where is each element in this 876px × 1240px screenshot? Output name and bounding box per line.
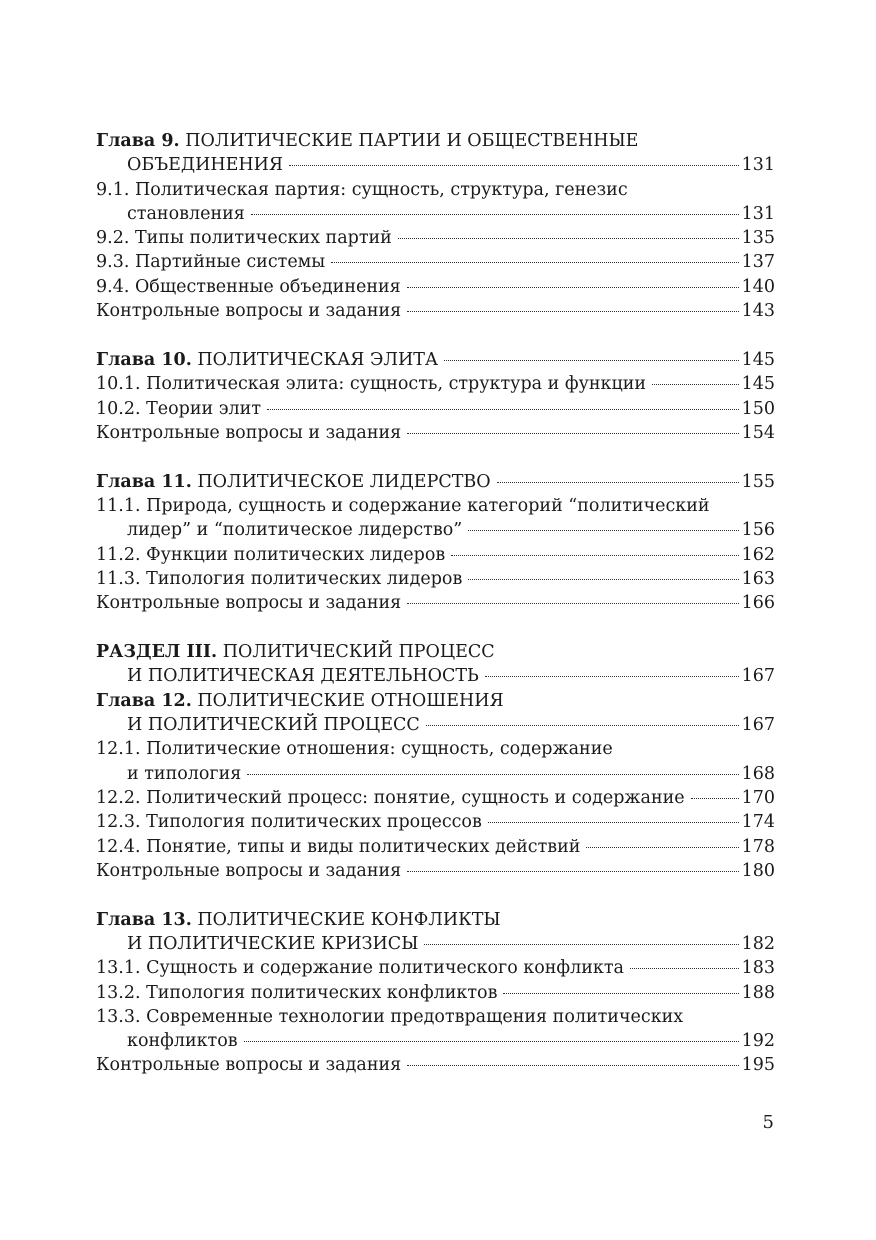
spacer: [96, 616, 775, 641]
entry-title: 10.2. Теории элит: [96, 398, 262, 419]
toc-entry: [96, 591, 775, 615]
entry-title: 9.1. Политическая партия: сущность, структура, генезис: [96, 179, 628, 200]
toc-entry: [96, 372, 775, 396]
dot-leader: [247, 774, 738, 775]
toc-entry: [96, 518, 775, 542]
dot-leader: [586, 847, 738, 848]
entry-title: 13.1. Сущность и содержание политического конфликта: [96, 958, 624, 979]
toc-entry: [96, 494, 775, 518]
toc-entry: [96, 786, 775, 810]
dot-leader: [630, 968, 739, 969]
section-3-heading: [96, 640, 775, 664]
chapter-title: ПОЛИТИЧЕСКАЯ ЭЛИТА: [191, 349, 439, 370]
entry-title-continued: конфликтов: [127, 1031, 238, 1052]
toc-entry: [96, 859, 775, 883]
section-title-continued: И ПОЛИТИЧЕСКАЯ ДЕЯТЕЛЬНОСТЬ: [127, 666, 479, 687]
toc-entry: [96, 178, 775, 202]
page-ref: 170: [741, 787, 775, 808]
dot-leader: [331, 262, 738, 263]
toc-entry: [96, 1029, 775, 1053]
toc-entry: [96, 835, 775, 859]
dot-leader: [407, 871, 738, 872]
toc-entry: [96, 202, 775, 226]
toc-entry: [96, 299, 775, 323]
dot-leader: [267, 409, 739, 410]
section-label: РАЗДЕЛ III.: [96, 642, 218, 663]
page-ref: 137: [741, 252, 775, 273]
page-ref: 131: [741, 155, 775, 176]
page-ref: 140: [741, 276, 775, 297]
toc-entry: [96, 956, 775, 980]
entry-title: 9.3. Партийные системы: [96, 252, 326, 273]
entry-title: 12.1. Политические отношения: сущность, содержание: [96, 739, 613, 760]
toc-entry: [96, 664, 775, 688]
chapter-title-continued: И ПОЛИТИЧЕСКИЕ КРИЗИСЫ: [127, 933, 419, 954]
toc-entry: [96, 762, 775, 786]
page-ref: 143: [741, 301, 775, 322]
page-ref: 192: [741, 1031, 775, 1052]
entry-title: 12.2. Политический процесс: понятие, сущность и содержание: [96, 787, 685, 808]
page-ref: 166: [741, 593, 775, 614]
entry-title-continued: и типология: [127, 763, 242, 784]
page-ref: 167: [741, 715, 775, 736]
page-ref: 150: [741, 398, 775, 419]
dot-leader: [244, 1041, 739, 1042]
entry-title: Контрольные вопросы и задания: [96, 860, 402, 881]
entry-title-continued: становления: [127, 203, 245, 224]
section-title: ПОЛИТИЧЕСКИЙ ПРОЦЕСС: [217, 642, 495, 663]
chapter-12-heading: [96, 689, 775, 713]
dot-leader: [485, 676, 739, 677]
chapter-label: Глава 12.: [96, 690, 192, 711]
spacer: [96, 445, 775, 470]
toc-entry: [96, 226, 775, 250]
page-ref: 131: [741, 203, 775, 224]
page-ref: 162: [741, 544, 775, 565]
entry-title: 11.2. Функции политических лидеров: [96, 544, 446, 565]
page-ref: 155: [741, 471, 775, 492]
dot-leader: [407, 603, 738, 604]
page-ref: 180: [741, 860, 775, 881]
chapter-title-continued: И ПОЛИТИЧЕСКИЙ ПРОЦЕСС: [127, 715, 420, 736]
dot-leader: [407, 433, 738, 434]
table-of-contents: [96, 129, 775, 1078]
entry-title: 11.1. Природа, сущность и содержание категорий “политический: [96, 496, 710, 517]
chapter-13-heading: [96, 908, 775, 932]
entry-title: 9.2. Типы политических партий: [96, 228, 392, 249]
dot-leader: [691, 798, 739, 799]
dot-leader: [289, 165, 739, 166]
page-ref: 167: [741, 666, 775, 687]
toc-entry: [96, 1005, 775, 1029]
toc-entry: [96, 1053, 775, 1077]
toc-entry: [96, 250, 775, 274]
chapter-title: ПОЛИТИЧЕСКИЕ ПАРТИИ И ОБЩЕСТВЕННЫЕ: [179, 131, 639, 151]
dot-leader: [652, 384, 739, 385]
entry-title: 12.3. Типология политических процессов: [96, 812, 482, 833]
toc-entry: [96, 153, 775, 177]
page-ref: 156: [741, 520, 775, 541]
entry-title-continued: лидер” и “политическое лидерство”: [127, 520, 463, 541]
spacer: [96, 883, 775, 908]
dot-leader: [468, 530, 738, 531]
dot-leader: [398, 238, 739, 239]
entry-title: 13.2. Типология политических конфликтов: [96, 982, 498, 1003]
toc-entry: [96, 981, 775, 1005]
chapter-title: ПОЛИТИЧЕСКИЕ ОТНОШЕНИЯ: [191, 690, 504, 711]
dot-leader: [451, 555, 738, 556]
dot-leader: [497, 482, 739, 483]
dot-leader: [468, 579, 738, 580]
toc-entry: [96, 421, 775, 445]
chapter-label: Глава 11.: [96, 471, 192, 492]
page-ref: 182: [741, 933, 775, 954]
entry-title: Контрольные вопросы и задания: [96, 301, 402, 322]
page-number: 5: [762, 1112, 774, 1133]
chapter-title: ПОЛИТИЧЕСКИЕ КОНФЛИКТЫ: [191, 909, 501, 930]
entry-title: Контрольные вопросы и задания: [96, 593, 402, 614]
toc-entry: [96, 737, 775, 761]
dot-leader: [407, 287, 739, 288]
entry-title: 13.3. Современные технологии предотвращения политических: [96, 1006, 684, 1027]
page-ref: 135: [741, 228, 775, 249]
entry-title: 9.4. Общественные объединения: [96, 276, 401, 297]
page-ref: 145: [741, 349, 775, 370]
page-ref: 174: [741, 812, 775, 833]
toc-entry: [96, 397, 775, 421]
toc-entry: [96, 713, 775, 737]
toc-entry: [96, 932, 775, 956]
toc-entry: [96, 543, 775, 567]
chapter-label: Глава 13.: [96, 909, 192, 930]
entry-title: 10.1. Политическая элита: сущность, структура и функции: [96, 374, 647, 395]
dot-leader: [251, 214, 739, 215]
page-ref: 178: [741, 836, 775, 857]
toc-entry: [96, 567, 775, 591]
dot-leader: [426, 725, 739, 726]
chapter-9-heading: [96, 129, 775, 153]
chapter-title: ПОЛИТИЧЕСКОЕ ЛИДЕРСТВО: [191, 471, 491, 492]
dot-leader: [424, 944, 738, 945]
entry-title: Контрольные вопросы и задания: [96, 1055, 402, 1076]
entry-title: 11.3. Типология политических лидеров: [96, 568, 463, 589]
page-ref: 168: [741, 763, 775, 784]
spacer: [96, 323, 775, 348]
toc-entry: [96, 810, 775, 834]
chapter-title-continued: ОБЪЕДИНЕНИЯ: [127, 155, 284, 176]
chapter-label: Глава 10.: [96, 349, 192, 370]
entry-title: 12.4. Понятие, типы и виды политических действий: [96, 836, 581, 857]
page-ref: 154: [741, 422, 775, 443]
page-ref: 163: [741, 568, 775, 589]
dot-leader: [503, 993, 738, 994]
chapter-label: Глава 9.: [96, 131, 180, 151]
chapter-11-heading: [96, 470, 775, 494]
dot-leader: [407, 311, 738, 312]
dot-leader: [407, 1065, 738, 1066]
page-ref: 195: [741, 1055, 775, 1076]
dot-leader: [444, 360, 738, 361]
chapter-10-heading: [96, 348, 775, 372]
page-ref: 188: [741, 982, 775, 1003]
page-ref: 145: [741, 374, 775, 395]
page-ref: 183: [741, 958, 775, 979]
dot-leader: [488, 822, 739, 823]
entry-title: Контрольные вопросы и задания: [96, 422, 402, 443]
toc-entry: [96, 275, 775, 299]
